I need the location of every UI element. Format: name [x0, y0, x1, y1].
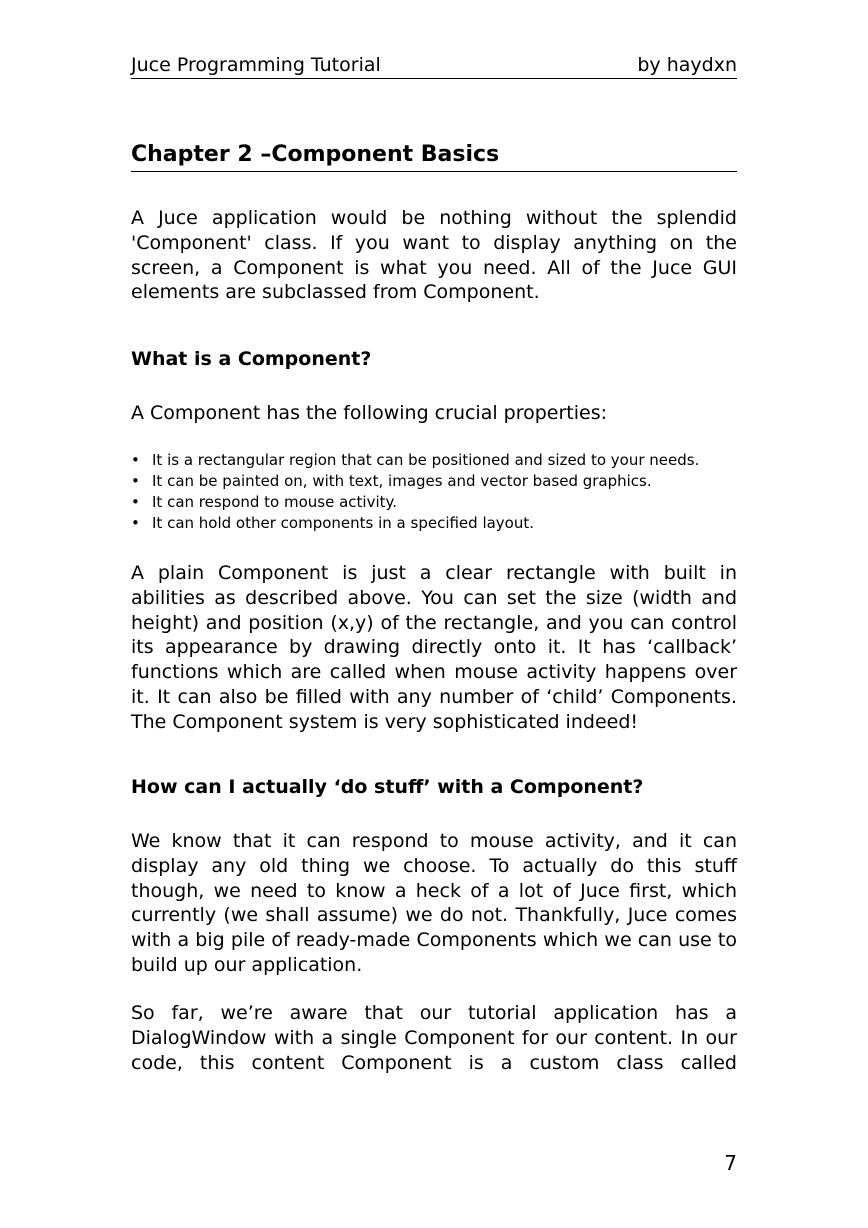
page-number: 7 [724, 1151, 737, 1175]
bullet-icon: • [131, 451, 140, 469]
list-item-text: It can respond to mouse activity. [152, 493, 398, 511]
intro-paragraph: A Juce application would be nothing without the splendid 'Component' class. If you want to display anything on the screen, a Component is what you need. All of the Juce GUI elements are subclassed from Component. [131, 207, 737, 304]
mouse-activity-paragraph: We know that it can respond to mouse activity, and it can display any old thing we choose. To actually do this stuff though, we need to know a heck of a lot of Juce first, which currently (we shall assume) we do not. Thankfully, Juce comes with a big pile of ready-made Components which we can use to build up our application. [131, 830, 737, 976]
plain-component-paragraph: A plain Component is just a clear rectangle with built in abilities as described above. You can set the size (width and height) and position (x,y) of the rectangle, and you can control its appearance by drawing directly onto it. It has ‘callback’ functions which are called when mouse activity happens over it. It can also be filled with any number of ‘child’ Components. The Component system is very sophisticated indeed! [131, 562, 737, 733]
page-header [131, 53, 737, 79]
header-title: Juce Programming Tutorial [131, 54, 381, 76]
section-heading-do-stuff: How can I actually ‘do stuff’ with a Component? [131, 776, 644, 798]
list-item-text: It is a rectangular region that can be positioned and sized to your needs. [152, 451, 700, 469]
header-author: by haydxn [637, 54, 737, 76]
bullet-icon: • [131, 514, 140, 532]
list-item [131, 513, 737, 534]
list-item [131, 450, 737, 471]
properties-list [131, 450, 737, 534]
list-item-text: It can be painted on, with text, images and vector based graphics. [152, 472, 652, 490]
list-item [131, 492, 737, 513]
bullet-icon: • [131, 493, 140, 511]
properties-lead: A Component has the following crucial properties: [131, 402, 608, 424]
list-item [131, 471, 737, 492]
bullet-icon: • [131, 472, 140, 490]
tutorial-application-paragraph: So far, we’re aware that our tutorial application has a DialogWindow with a single Component for our content. In our code, this content Component is a custom class called [131, 1002, 737, 1074]
chapter-title: Chapter 2 –Component Basics [131, 140, 737, 172]
section-heading-what-is-component: What is a Component? [131, 348, 372, 370]
list-item-text: It can hold other components in a specified layout. [152, 514, 535, 532]
